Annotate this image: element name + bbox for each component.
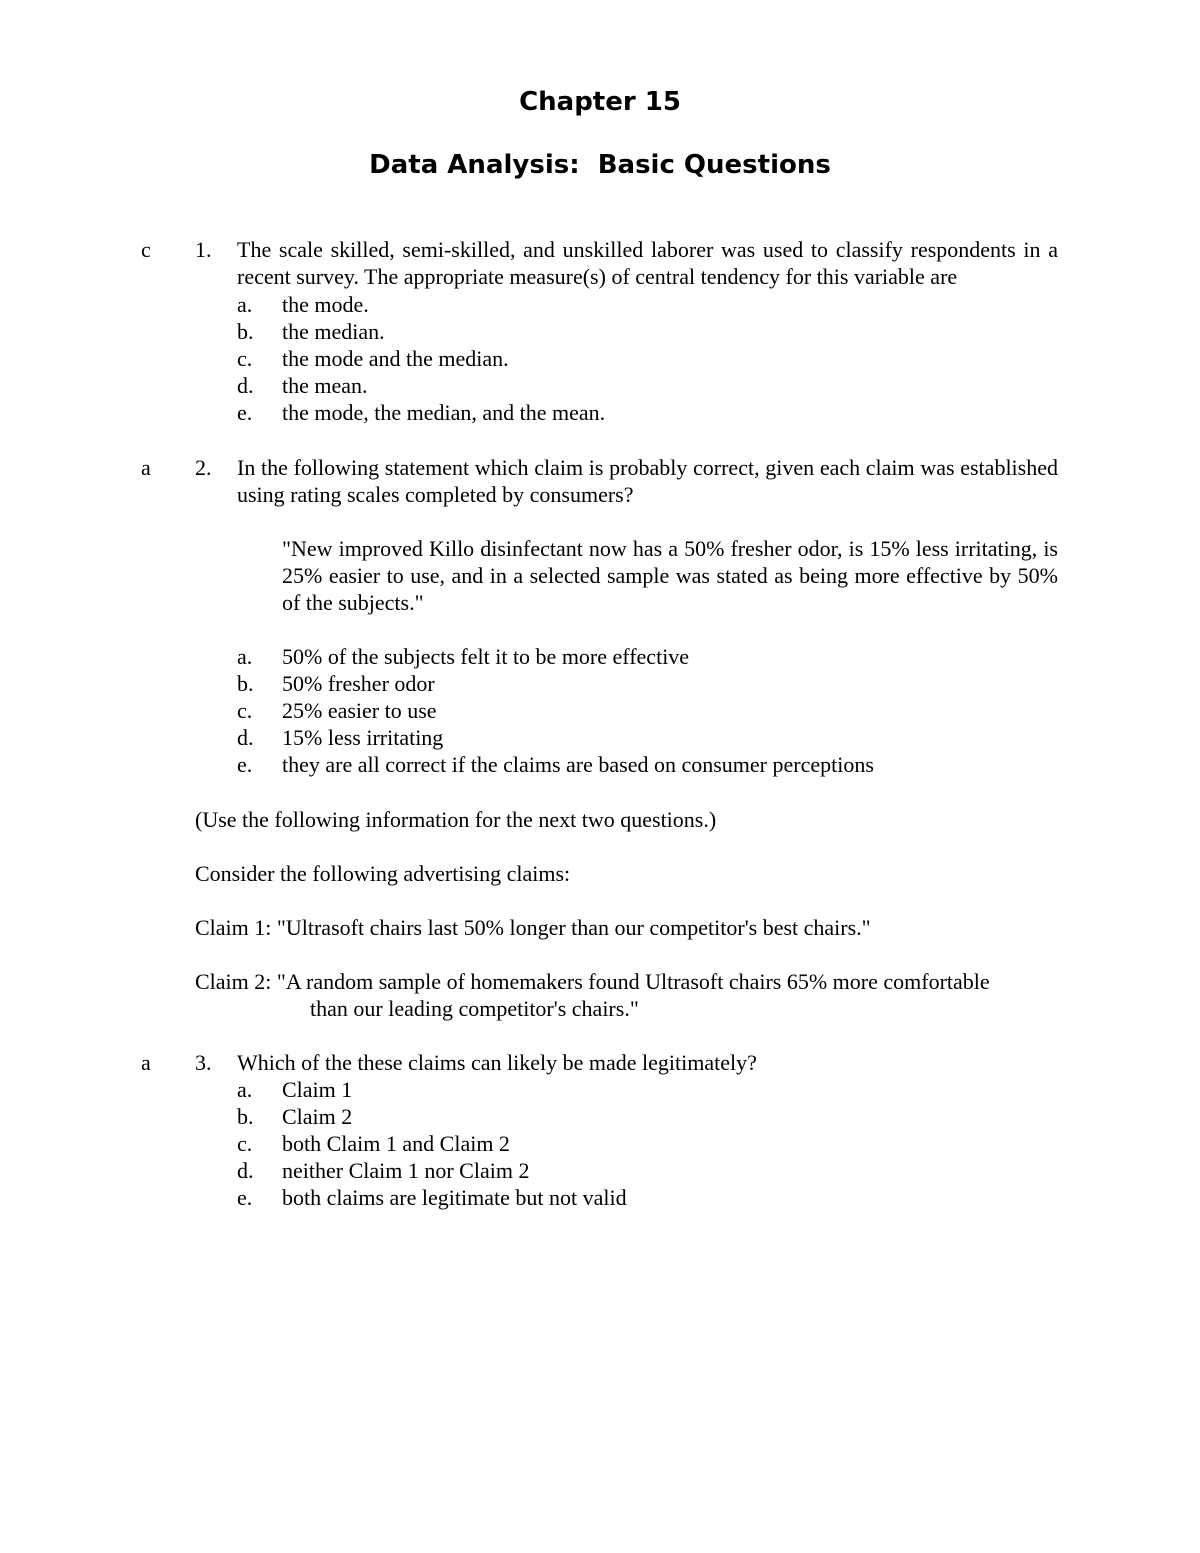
option-text: 50% of the subjects felt it to be more effective [282, 644, 690, 669]
option-e [237, 751, 1058, 778]
option-letter: c. [237, 698, 253, 723]
option-e [237, 1184, 1058, 1211]
option-letter: b. [237, 1104, 254, 1129]
option-text: neither Claim 1 nor Claim 2 [282, 1158, 530, 1183]
claim-label: Claim 1: [195, 915, 277, 940]
option-text: both claims are legitimate but not valid [282, 1185, 627, 1210]
option-letter: a. [237, 1077, 253, 1102]
option-letter: a. [237, 292, 253, 317]
claims-intro: Consider the following advertising claims: [195, 861, 571, 886]
question-number: 2. [195, 455, 212, 480]
claim-text: "Ultrasoft chairs last 50% longer than our competitor's best chairs." [276, 915, 871, 940]
question-number: 1. [195, 237, 212, 262]
option-e [237, 399, 1058, 426]
section-title: Data Analysis: Basic Questions [369, 150, 831, 180]
info-note: (Use the following information for the next two questions.) [195, 807, 717, 832]
option-text: the mode, the median, and the mean. [282, 400, 606, 425]
answer-key: a [141, 455, 151, 480]
question-text: The scale skilled, semi-skilled, and unskilled laborer was used to classify respondents in a recent survey. The appropriate measure(s) of central tendency for this variable are [237, 237, 1058, 289]
option-text: the median. [282, 319, 385, 344]
option-c [237, 1130, 1058, 1157]
option-letter: d. [237, 373, 254, 398]
option-b [237, 670, 1058, 697]
option-d [237, 724, 1058, 751]
question-text: In the following statement which claim is probably correct, given each claim was established using rating scales completed by consumers? [237, 455, 1058, 507]
claim-label: Claim 2: [195, 969, 277, 994]
option-text: the mode and the median. [282, 346, 509, 371]
option-text: they are all correct if the claims are based on consumer perceptions [282, 752, 874, 777]
option-d [237, 1157, 1058, 1184]
option-a [237, 291, 1058, 318]
option-text: the mean. [282, 373, 368, 398]
option-letter: c. [237, 346, 253, 371]
option-letter: d. [237, 725, 254, 750]
option-b [237, 318, 1058, 345]
option-text: 50% fresher odor [282, 671, 435, 696]
quoted-statement: "New improved Killo disinfectant now has a 50% fresher odor, is 15% less irritating, is 25% easier to use, and in a selected sample was stated as being more effective by 50% of the subjects." [282, 536, 1058, 615]
claim-text: "A random sample of homemakers found Ultrasoft chairs 65% more comfortable [276, 969, 990, 994]
option-c [237, 345, 1058, 372]
chapter-title: Chapter 15 [519, 87, 681, 117]
option-letter: b. [237, 671, 254, 696]
option-letter: e. [237, 752, 253, 777]
option-b [237, 1103, 1058, 1130]
option-text: 15% less irritating [282, 725, 444, 750]
option-text: both Claim 1 and Claim 2 [282, 1131, 510, 1156]
option-text: Claim 1 [282, 1077, 353, 1102]
option-text: the mode. [282, 292, 369, 317]
answer-key: c [141, 237, 151, 262]
option-letter: e. [237, 400, 253, 425]
option-text: Claim 2 [282, 1104, 353, 1129]
question-text: Which of the these claims can likely be made legitimately? [237, 1050, 757, 1075]
option-letter: d. [237, 1158, 254, 1183]
option-letter: e. [237, 1185, 253, 1210]
option-list [237, 1076, 1058, 1211]
option-a [237, 643, 1058, 670]
claim-1 [195, 914, 1058, 941]
option-list [237, 291, 1058, 426]
option-text: 25% easier to use [282, 698, 437, 723]
claim-2 [195, 968, 1058, 995]
option-d [237, 372, 1058, 399]
option-c [237, 697, 1058, 724]
option-letter: b. [237, 319, 254, 344]
answer-key: a [141, 1050, 151, 1075]
option-list [237, 643, 1058, 778]
option-a [237, 1076, 1058, 1103]
question-number: 3. [195, 1050, 212, 1075]
option-letter: c. [237, 1131, 253, 1156]
claim-2-continuation: than our leading competitor's chairs." [310, 996, 639, 1021]
option-letter: a. [237, 644, 253, 669]
